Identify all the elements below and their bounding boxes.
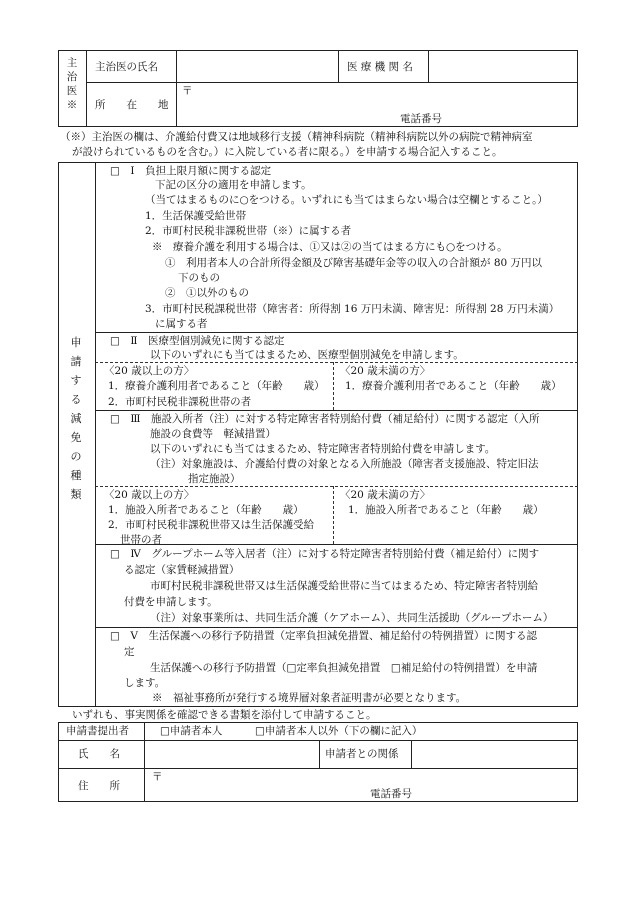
border	[144, 722, 145, 802]
section2-left-option[interactable]: 2．市町村民税非課税世帯の者	[108, 396, 252, 408]
border	[95, 627, 578, 628]
submitter-name-label: 氏 名	[78, 748, 120, 760]
section3-title[interactable]: □ Ⅲ 施設入所者（注）に対する特定障害者特別給付費（補足給付）に関する認定（入所	[110, 413, 540, 425]
submitter-option-other[interactable]: □申請者本人以外（下の欄に記入）	[255, 725, 423, 737]
border	[95, 544, 578, 545]
section5-text: します。	[124, 677, 166, 689]
section1-sub-option[interactable]: ② ①以外のもの	[165, 287, 249, 299]
section1-option[interactable]: 2．市町村民税非課税世帯（※）に属する者	[145, 225, 352, 237]
submitter-address-field[interactable]	[146, 770, 575, 800]
submitter-phone-label: 電話番号	[370, 788, 412, 800]
section1-text: 下のもの	[178, 272, 220, 284]
border	[319, 740, 320, 769]
border	[58, 162, 59, 707]
border	[58, 722, 59, 802]
physician-address-label: 所 在 地	[95, 99, 169, 111]
physician-side-label: 主治医※	[66, 57, 78, 111]
section3-left-option-cont: 世帯の者	[120, 534, 162, 546]
section3-left-head: 〈20 歳以上の方〉	[104, 489, 195, 501]
border	[86, 50, 87, 127]
section3-left-option[interactable]: 2．市町村民税非課税世帯又は生活保護受給	[108, 519, 315, 531]
section4-text: 付費を申請します。	[124, 596, 218, 608]
section5-note: ※ 福祉事務所が発行する境界層対象者証明書が必要となります。	[152, 692, 467, 704]
footer-note: いずれも、事実関係を確認できる書類を添付して申請すること。	[72, 709, 377, 721]
relation-field[interactable]	[413, 742, 575, 767]
dashed-divider	[333, 362, 334, 410]
phone-label: 電話番号	[400, 113, 442, 125]
section5-title-cont: 定	[124, 646, 135, 658]
border	[95, 410, 578, 411]
section4-title-cont: る認定（家賃軽減措置）	[124, 564, 240, 576]
section3-note: （注）対象施設は、介護給付費の対象となる入所施設（障害者支援施設、特定旧法	[150, 458, 539, 470]
section2-left-option[interactable]: 1．療養介護利用者であること（年齢 歳）	[108, 380, 325, 392]
section3-right-head: 〈20 歳未満の方〉	[340, 489, 431, 501]
dashed-divider	[333, 486, 334, 544]
border	[58, 740, 578, 741]
border	[176, 50, 177, 127]
reduction-side-label: 申請する減免の種類	[70, 336, 82, 501]
border	[411, 740, 412, 769]
dashed-divider	[95, 362, 578, 363]
section2-right-option[interactable]: 1．療養介護利用者であること（年齢 歳）	[345, 380, 562, 392]
border	[58, 706, 578, 707]
border	[58, 50, 59, 127]
section1-note: ※ 療養介護を利用する場合は、①又は②の当てはまる方にも○をつける。	[152, 241, 508, 253]
submitter-name-field[interactable]	[146, 742, 318, 767]
section5-text[interactable]: 生活保護への移行予防措置（□定率負担減免措置 □補足給付の特例措置）を申請	[150, 662, 538, 674]
border	[58, 162, 578, 163]
border	[338, 50, 339, 83]
physician-note-cont: が設けられているものを含む。）に入院している者に限る。）を申請する場合記入すること。	[72, 146, 503, 158]
section4-title[interactable]: □ Ⅳ グループホーム等入居者（注）に対する特定障害者特別給付費（補足給付）に関す	[110, 548, 540, 560]
section1-title[interactable]: □ Ⅰ 負担上限月額に関する認定	[110, 165, 272, 177]
submitter-postal-mark: 〒	[152, 771, 163, 783]
border	[577, 50, 578, 127]
submitter-option-self[interactable]: □申請者本人	[160, 725, 223, 737]
section1-option[interactable]: 3．市町村民税課税世帯（障害者：所得割 16 万円未満、障害児：所得割 28 万円未満）	[145, 303, 560, 315]
section1-option[interactable]: 1．生活保護受給世帯	[145, 210, 247, 222]
section2-left-head: 〈20 歳以上の方〉	[104, 365, 195, 377]
relation-label: 申請者との関係	[325, 748, 399, 760]
section1-text: 下記の区分の適用を申請します。	[155, 179, 312, 191]
section3-note-cont: 指定施設）	[188, 473, 241, 485]
section3-title-cont: 施設の食費等 軽減措置）	[150, 428, 276, 440]
postal-mark: 〒	[182, 85, 193, 97]
physician-name-label: 主治医の氏名	[95, 61, 158, 73]
section3-right-option[interactable]: 1．施設入所者であること（年齢 歳）	[348, 504, 544, 516]
physician-name-field[interactable]	[178, 52, 336, 81]
border	[58, 50, 578, 51]
section2-text: 以下のいずれにも当てはまるため、医療型個別減免を申請します。	[150, 349, 464, 361]
border	[577, 162, 578, 707]
border	[95, 332, 578, 333]
section1-text: （当てはまるものに○をつける。いずれにも当てはまらない場合は空欄とすること。）	[145, 194, 548, 206]
border	[428, 50, 429, 83]
section2-title[interactable]: □ Ⅱ 医療型個別減免に関する認定	[110, 335, 285, 347]
submitter-label: 申請書提出者	[66, 725, 129, 737]
section5-title[interactable]: □ Ⅴ 生活保護への移行予防措置（定率負担減免措置、補足給付の特例措置）に関する認	[110, 630, 538, 642]
border	[58, 768, 578, 769]
border	[58, 801, 578, 802]
section3-left-option[interactable]: 1．施設入所者であること（年齢 歳）	[108, 504, 304, 516]
section4-text: 市町村民税非課税世帯又は生活保護受給世帯に当てはまるため、特定障害者特別給	[150, 580, 539, 592]
border	[577, 722, 578, 802]
institution-field[interactable]	[430, 52, 575, 81]
physician-note: （※）主治医の欄は、介護給付費又は地域移行支援（精神科病院（精神科病院以外の病院で精神病室	[60, 131, 533, 143]
section1-text: に属する者	[155, 318, 208, 330]
dashed-divider	[95, 486, 578, 487]
section2-right-head: 〈20 歳未満の方〉	[340, 365, 431, 377]
submitter-address-label: 住 所	[78, 780, 120, 792]
physician-address-field[interactable]	[178, 84, 575, 124]
border	[86, 82, 578, 83]
section3-text: 以下のいずれにも当てはまるため、特定障害者特別給付費を申請します。	[150, 443, 496, 455]
border	[95, 162, 96, 707]
border	[58, 722, 578, 723]
institution-label: 医 療 機 関 名	[347, 61, 413, 73]
section4-note: （注）対象事業所は、共同生活介護（ケアホーム）、共同生活援助（グループホーム）	[150, 612, 554, 624]
section1-sub-option[interactable]: ① 利用者本人の合計所得金額及び障害基礎年金等の収入の合計額が 80 万円以	[165, 257, 543, 269]
border	[58, 126, 578, 127]
